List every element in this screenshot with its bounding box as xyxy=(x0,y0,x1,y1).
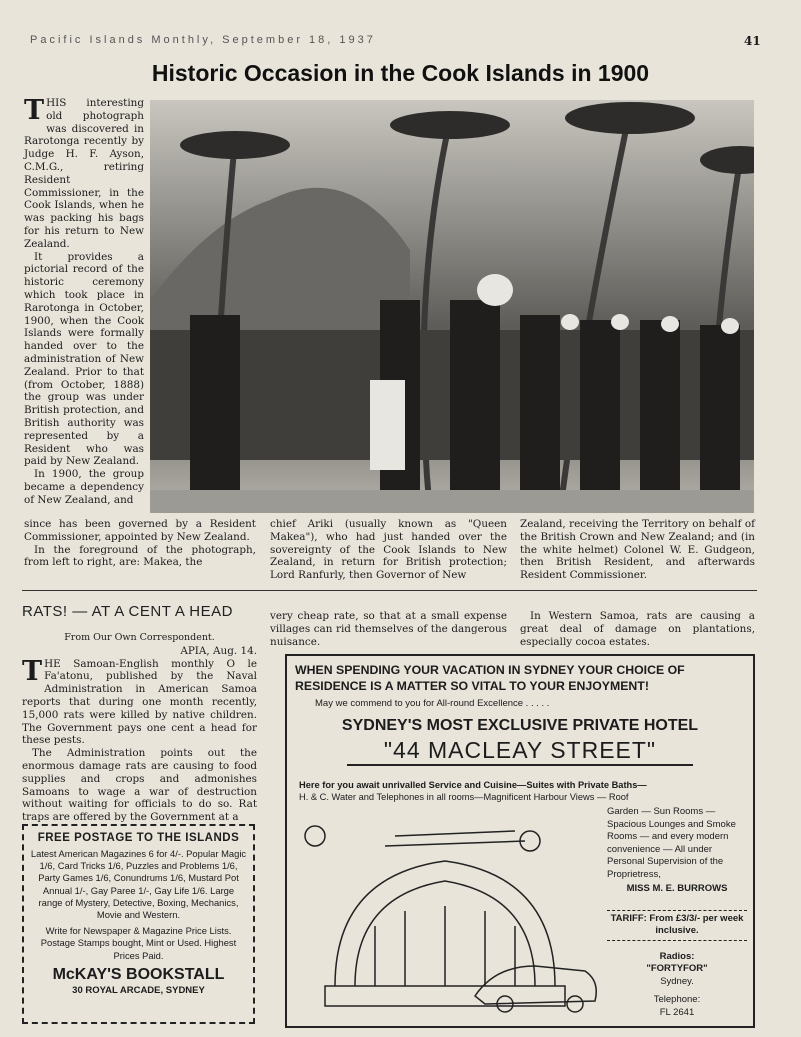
paragraph: chief Ariki (usually known as "Queen Makea"), who had just handed over the sovereignty of the Cook Islands to New Zealand, in return for British protection; Lord Ranfurly, then Governor of New xyxy=(270,518,507,582)
article-column-middle xyxy=(270,518,507,582)
ad-headline: WHEN SPENDING YOUR VACATION IN SYDNEY YOUR CHOICE OF RESIDENCE IS A MATTER SO VITAL TO YOUR ENJOYMENT! xyxy=(295,663,685,693)
proprietress: MISS M. E. BURROWS xyxy=(626,883,728,894)
section-heading: RATS! — AT A CENT A HEAD xyxy=(22,603,233,620)
hotel-advertisement xyxy=(285,654,755,1028)
paragraph: HIS interesting old photograph was discovered in Rarotonga recently by Judge H. F. Ayson, C.M.G., retiring Resident Commissioner, in the Cook Islands, when he was packing his bags for his return to New Zealand. xyxy=(24,97,144,250)
radio-address: "FORTYFOR" xyxy=(646,963,708,974)
byline: From Our Own Correspondent. xyxy=(64,632,215,643)
article-column-left xyxy=(24,97,144,507)
ad-services: H. & C. Water and Telephones in all rooms—Magnificent Harbour Views — Roof xyxy=(299,792,629,802)
bookstall-advertisement xyxy=(22,824,255,1024)
paragraph: HE Samoan-English monthly O le Fa'atonu, published by the Naval Administration in American Samoa reports that during one month recently, 15,000 rats were killed by native children. The Government pays one cent a head for these pests. xyxy=(22,657,257,747)
paragraph: It provides a pictorial record of the historic ceremony which took place in Rarotonga in October, 1900, when the Cook Islands were formally handed over to the administration of New Zealand. Prior to that (from October, 1888) the group was under British protection, and British authority was represented by a Resident who was paid by New Zealand. xyxy=(24,250,144,468)
ad-address: 30 ROYAL ARCADE, SYDNEY xyxy=(72,984,205,996)
ad-subline: May we commend to you for All-round Excellence . . . . . xyxy=(315,698,550,709)
ad-body: Latest American Magazines 6 for 4/-. Popular Magic 1/6, Card Tricks 1/6, Puzzles and Problems 1/6, Party Games 1/6, Conundrums 1/6, Mustard Pot Annual 1/-, Gay Paree 1/-, Gay Life 1/6. Large range of Mystery, Detective, Boxing, Mechanics, Movie and Western. xyxy=(30,848,247,921)
paragraph: The Administration points out the enormous damage rats are causing to food supplies and crops and admonishes Samoans to wage a war of destruction without waiting for officials to do so. Rat traps are offered by the Government at a xyxy=(22,747,257,824)
page-number: 41 xyxy=(744,34,761,48)
article-column-right xyxy=(520,518,755,582)
ad-body: Write for Newspaper & Magazine Price Lists. Postage Stamps bought, Mint or Used. Highest Prices Paid. xyxy=(40,925,237,961)
paragraph: In Western Samoa, rats are causing a great deal of damage on plantations, especially cocoa estates. xyxy=(520,610,755,648)
ad-services: Garden — Sun Rooms — Spacious Lounges and Smoke Rooms — and every modern convenience — All under Personal Supervision of the Proprietress, xyxy=(607,806,736,880)
telephone-label: Telephone: xyxy=(653,994,701,1005)
running-head: Pacific Islands Monthly, September 18, 1937 xyxy=(30,34,376,46)
drop-cap: T xyxy=(22,655,43,687)
drop-cap: T xyxy=(24,95,45,126)
tariff: TARIFF: From £3/3/- per week inclusive. xyxy=(607,910,747,941)
rats-article-column-2 xyxy=(270,610,507,648)
hotel-name: "44 MACLEAY STREET" xyxy=(347,737,693,766)
ad-services: Here for you await unrivalled Service and Cuisine—Suites with Private Baths— xyxy=(299,780,647,790)
rats-article-column-3 xyxy=(520,610,755,648)
ad-services-column xyxy=(607,806,747,1019)
telephone-number: FL 2641 xyxy=(659,1006,695,1018)
article-column-left-lower xyxy=(24,518,256,569)
ad-business-name: McKAY'S BOOKSTALL xyxy=(52,965,225,983)
dateline: APIA, Aug. 14. xyxy=(180,644,257,657)
hotel-entrance-illustration xyxy=(295,816,605,1016)
rats-article-column xyxy=(22,632,257,824)
ad-tagline: SYDNEY'S MOST EXCLUSIVE PRIVATE HOTEL xyxy=(341,717,699,734)
section-divider xyxy=(22,590,757,591)
paragraph: Zealand, receiving the Territory on behalf of the British Crown and New Zealand; and (in the white helmet) Colonel W. E. Gudgeon, then British Resident, and afterwards Resident Commissioner. xyxy=(520,518,755,582)
paragraph: In 1900, the group became a dependency of New Zealand, and xyxy=(24,468,144,506)
paragraph: very cheap rate, so that at a small expense villages can rid themselves of the dangerous nuisance. xyxy=(270,610,507,648)
article-title: Historic Occasion in the Cook Islands in 1900 xyxy=(151,60,650,86)
ad-heading: FREE POSTAGE TO THE ISLANDS xyxy=(37,832,240,844)
radio-city: Sydney. xyxy=(660,975,694,987)
historic-photograph xyxy=(150,100,754,513)
radio-label: Radios: xyxy=(659,950,695,962)
paragraph: In the foreground of the photograph, from left to right, are: Makea, the xyxy=(24,543,256,569)
photo-illustration xyxy=(150,100,754,513)
paragraph: since has been governed by a Resident Commissioner, appointed by New Zealand. xyxy=(24,518,256,543)
